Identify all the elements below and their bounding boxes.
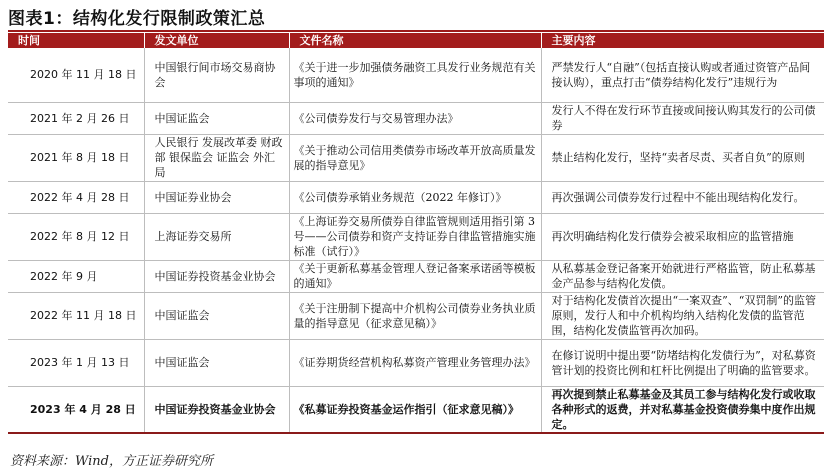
cell-date: 2020 年 11 月 18 日 — [8, 48, 144, 102]
cell-date: 2022 年 9 月 — [8, 260, 144, 292]
cell-issuer: 中国证监会 — [144, 292, 289, 339]
page-title: 图表1：结构化发行限制政策汇总 — [8, 9, 266, 29]
title-rule — [8, 30, 824, 32]
cell-issuer: 上海证券交易所 — [144, 213, 289, 260]
cell-date: 2022 年 4 月 28 日 — [8, 181, 144, 213]
cell-issuer: 中国证券业协会 — [144, 181, 289, 213]
table-row — [8, 48, 824, 102]
cell-issuer: 中国证券投资基金业协会 — [144, 386, 289, 433]
cell-content: 再次强调公司债券发行过程中不能出现结构化发行。 — [541, 181, 824, 213]
table-row — [8, 181, 824, 213]
cell-content: 在修订说明中提出要“防堵结构化发债行为”，对私募资管计划的投资比例和杠杆比例提出了明确的监管要求。 — [541, 339, 824, 386]
cell-content: 严禁发行人“自融”（包括直接认购或者通过资管产品间接认购），重点打击“债券结构化发行”违规行为 — [541, 48, 824, 102]
table-row — [8, 102, 824, 134]
cell-issuer: 中国证监会 — [144, 102, 289, 134]
cell-document: 《证券期货经营机构私募资产管理业务管理办法》 — [289, 339, 541, 386]
cell-document: 《上海证券交易所债券自律监管规则适用指引第 3 号——公司债券和资产支持证券自律监管措施实施标准（试行）》 — [289, 213, 541, 260]
table-row — [8, 134, 824, 181]
source-note: 资料来源：Wind，方正证券研究所 — [10, 454, 213, 469]
cell-content: 禁止结构化发行，坚持“卖者尽责、买者自负”的原则 — [541, 134, 824, 181]
table-row — [8, 292, 824, 339]
table-row — [8, 213, 824, 260]
cell-content: 再次明确结构化发行债券会被采取相应的监管措施 — [541, 213, 824, 260]
cell-document: 《关于推动公司信用类债券市场改革开放高质量发展的指导意见》 — [289, 134, 541, 181]
cell-content: 从私募基金登记备案开始就进行严格监管，防止私募基金产品参与结构化发债。 — [541, 260, 824, 292]
cell-document: 《私募证券投资基金运作指引（征求意见稿）》 — [289, 386, 541, 433]
cell-document: 《公司债券发行与交易管理办法》 — [289, 102, 541, 134]
cell-date: 2021 年 8 月 18 日 — [8, 134, 144, 181]
table-row — [8, 386, 824, 433]
policy-table — [8, 33, 824, 434]
cell-date: 2022 年 8 月 12 日 — [8, 213, 144, 260]
table-row — [8, 260, 824, 292]
cell-issuer: 中国证券投资基金业协会 — [144, 260, 289, 292]
cell-document: 《关于注册制下提高中介机构公司债券业务执业质量的指导意见（征求意见稿）》 — [289, 292, 541, 339]
header-date: 时间 — [8, 33, 144, 48]
cell-content: 发行人不得在发行环节直接或间接认购其发行的公司债券 — [541, 102, 824, 134]
cell-content: 对于结构化发债首次提出“一案双查”、“双罚制”的监管原则，发行人和中介机构均纳入结构化发债的监管范围，结构化发债监管再次加码。 — [541, 292, 824, 339]
header-content: 主要内容 — [551, 34, 596, 47]
cell-date: 2021 年 2 月 26 日 — [8, 102, 144, 134]
cell-issuer: 人民银行 发展改革委 财政部 银保监会 证监会 外汇局 — [144, 134, 289, 181]
cell-issuer: 中国银行间市场交易商协会 — [144, 48, 289, 102]
cell-issuer: 中国证监会 — [144, 339, 289, 386]
cell-date: 2022 年 11 月 18 日 — [8, 292, 144, 339]
cell-document: 《关于进一步加强债务融资工具发行业务规范有关事项的通知》 — [289, 48, 541, 102]
cell-document: 《关于更新私募基金管理人登记备案承诺函等模板的通知》 — [289, 260, 541, 292]
header-document: 文件名称 — [289, 33, 541, 48]
header-issuer: 发文单位 — [144, 33, 289, 48]
cell-date: 2023 年 1 月 13 日 — [8, 339, 144, 386]
table-row — [8, 339, 824, 386]
cell-document: 《公司债券承销业务规范（2022 年修订）》 — [289, 181, 541, 213]
cell-date: 2023 年 4 月 28 日 — [8, 386, 144, 433]
cell-content: 再次提到禁止私募基金及其员工参与结构化发行或收取各种形式的返费，并对私募基金投资债券集中度作出规定。 — [541, 386, 824, 433]
table-header-row — [8, 33, 824, 48]
